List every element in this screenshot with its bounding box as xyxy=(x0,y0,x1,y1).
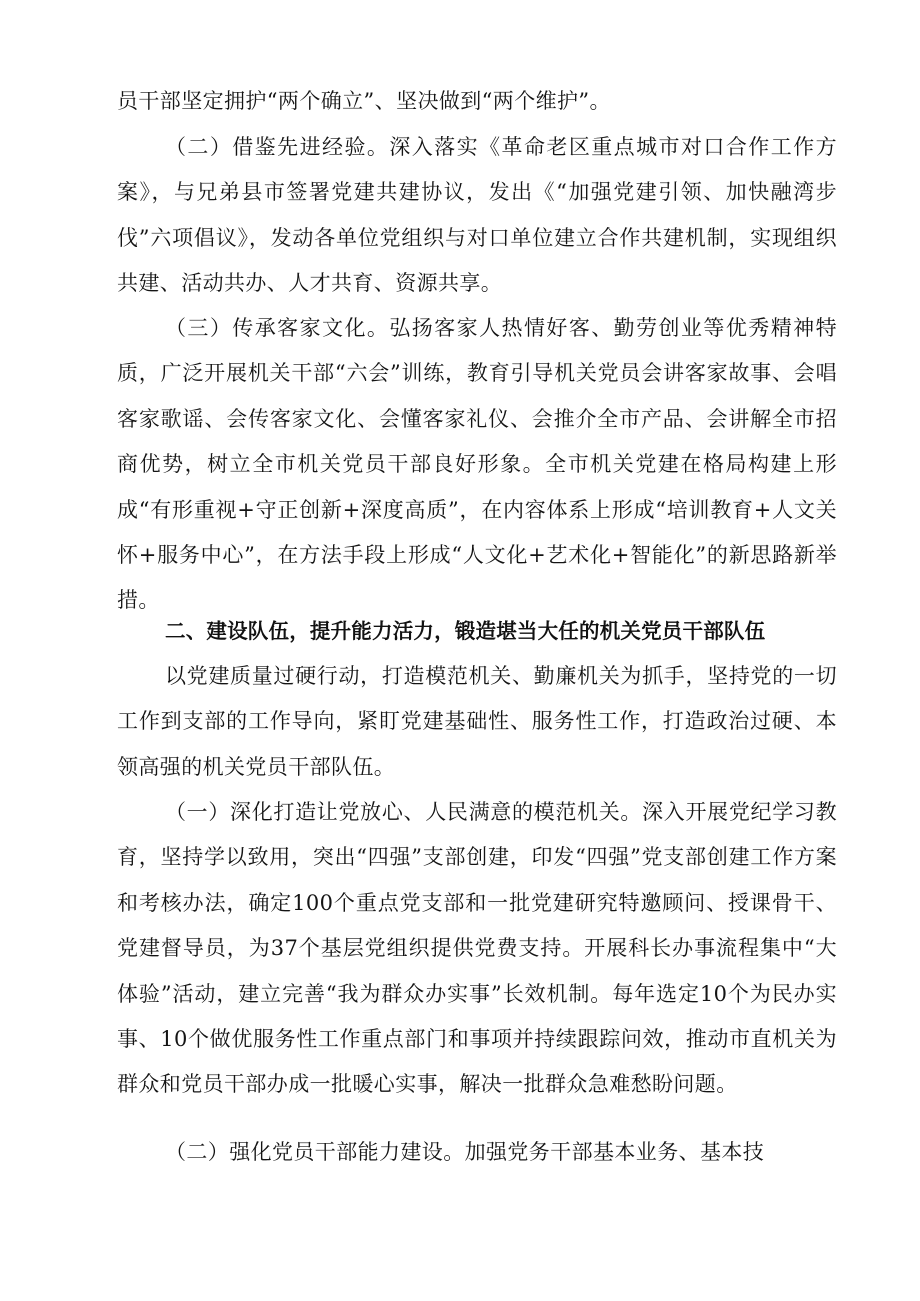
paragraph-capacity-building: （二）强化党员干部能力建设。加强党务干部基本业务、基本技 xyxy=(165,1140,765,1164)
paragraph-advanced-experience: （二）借鉴先进经验。深入落实《革命老区重点城市对口合作工作方案》，与兄弟县市签署党建共建协议，发出《“加强党建引领、加快融湾步伐”六项倡议》，发动各单位党组织与对口单位建立合作共建机制，实现组织共建、活动共办、人才共育、资源共享。 xyxy=(117,135,837,296)
paragraph-hakka-culture: （三）传承客家文化。弘扬客家人热情好客、勤劳创业等优秀精神特质，广泛开展机关干部“六会”训练，教育引导机关党员会讲客家故事、会唱客家歌谣、会传客家文化、会懂客家礼仪、会推介全市产品、会讲解全市招商优势，树立全市机关党员干部良好形象。全市机关党建在格局构建上形成“有形重视+守正创新+深度高质”，在内容体系上形成“培训教育+人文关怀+服务中心”，在方法手段上形成“人文化+艺术化+智能化”的新思路新举措。 xyxy=(117,316,837,613)
section-heading: 二、建设队伍，提升能力活力，锻造堪当大任的机关党员干部队伍 xyxy=(165,619,766,643)
paragraph-team-building-intro: 以党建质量过硬行动，打造模范机关、勤廉机关为抓手，坚持党的一切工作到支部的工作导向，紧盯党建基础性、服务性工作，打造政治过硬、本领高强的机关党员干部队伍。 xyxy=(117,664,837,779)
paragraph-model-organs: （一）深化打造让党放心、人民满意的模范机关。深入开展党纪学习教育，坚持学以致用，突出“四强”支部创建，印发“四强”党支部创建工作方案和考核办法，确定100个重点党支部和一批党建研究特邀顾问、授课骨干、党建督导员，为37个基层党组织提供党费支持。开展科长办事流程集中“大体验”活动，建立完善“我为群众办实事”长效机制。每年选定10个为民办实事、10个做优服务性工作重点部门和事项并持续跟踪问效，推动市直机关为群众和党员干部办成一批暖心实事，解决一批群众急难愁盼问题。 xyxy=(117,800,837,1097)
paragraph-continuation: 员干部坚定拥护“两个确立”、坚决做到“两个维护”。 xyxy=(117,89,611,113)
